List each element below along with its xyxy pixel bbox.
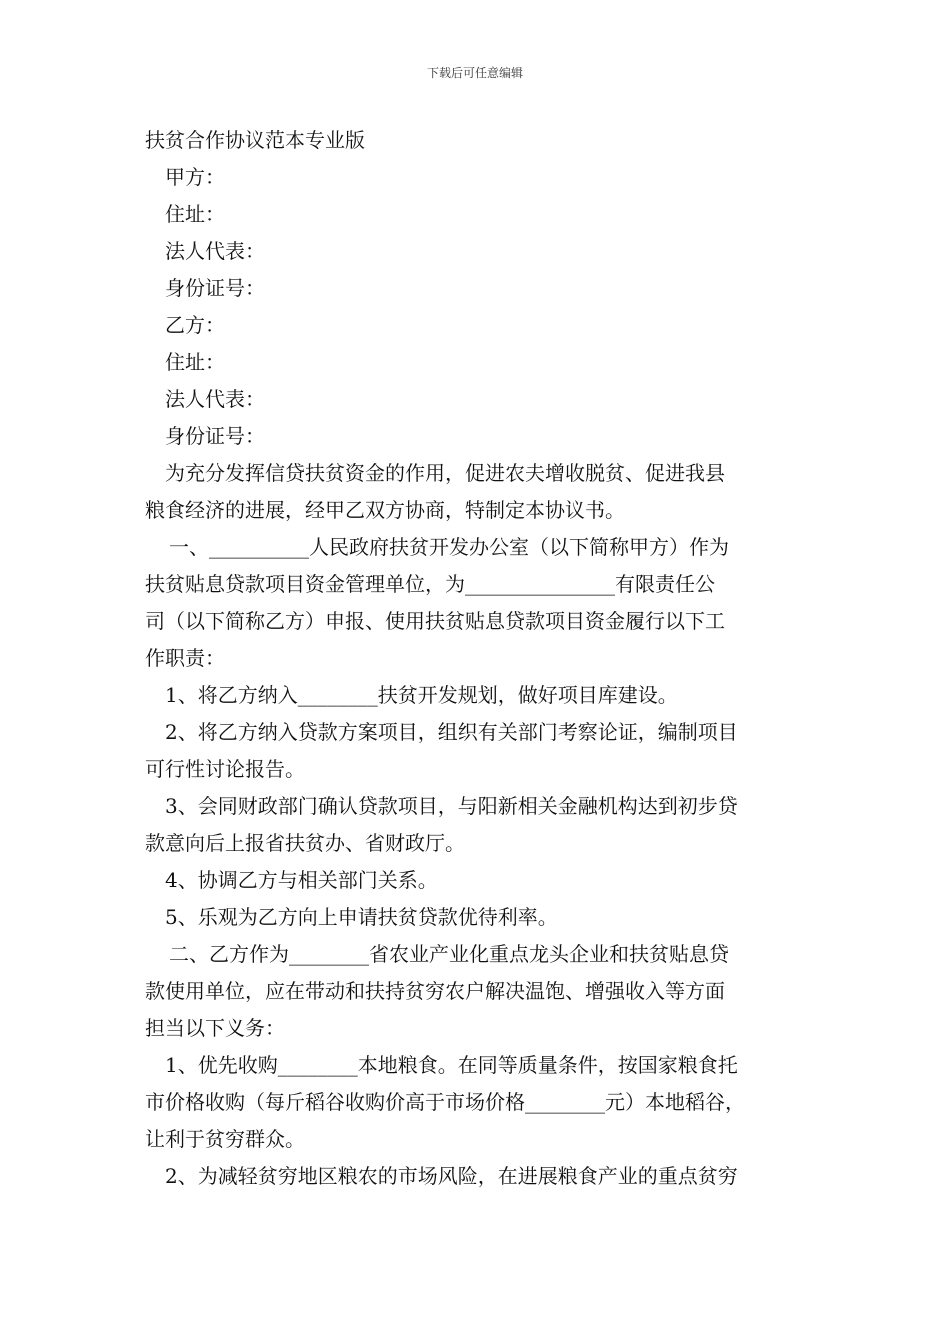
text-line: 身份证号： xyxy=(165,424,265,448)
text-line: 甲方： xyxy=(165,165,225,189)
text-line: 1、将乙方纳入________扶贫开发规划，做好项目库建设。 xyxy=(165,683,678,707)
text-line: 4、协调乙方与相关部门关系。 xyxy=(165,868,438,892)
text-line: 乙方： xyxy=(165,313,225,337)
text-line: 住址： xyxy=(165,202,225,226)
document-title: 扶贫合作协议范本专业版 xyxy=(145,128,365,152)
text-line: 1、优先收购________本地粮食。在同等质量条件，按国家粮食托 xyxy=(165,1053,738,1077)
text-line: 法人代表： xyxy=(165,387,265,411)
text-line: 款意向后上报省扶贫办、省财政厅。 xyxy=(145,831,465,855)
text-line: 一、__________人民政府扶贫开发办公室（以下简称甲方）作为 xyxy=(169,535,729,559)
text-line: 作职责： xyxy=(145,646,225,670)
text-line: 可行性讨论报告。 xyxy=(145,757,305,781)
text-line: 市价格收购（每斤稻谷收购价高于市场价格________元）本地稻谷， xyxy=(145,1090,745,1114)
text-line: 2、将乙方纳入贷款方案项目，组织有关部门考察论证，编制项目 xyxy=(165,720,738,744)
text-line: 5、乐观为乙方向上申请扶贫贷款优待利率。 xyxy=(165,905,558,929)
text-line: 司（以下简称乙方）申报、使用扶贫贴息贷款项目资金履行以下工 xyxy=(145,609,725,633)
text-line: 让利于贫穷群众。 xyxy=(145,1127,305,1151)
text-line: 3、会同财政部门确认贷款项目，与阳新相关金融机构达到初步贷 xyxy=(165,794,738,818)
text-line: 扶贫贴息贷款项目资金管理单位，为_______________有限责任公 xyxy=(145,572,715,596)
document-body xyxy=(145,122,805,1195)
text-line: 粮食经济的进展，经甲乙双方协商，特制定本协议书。 xyxy=(145,498,625,522)
text-line: 款使用单位，应在带动和扶持贫穷农户解决温饱、增强收入等方面 xyxy=(145,979,725,1003)
text-line: 法人代表： xyxy=(165,239,265,263)
text-line: 身份证号： xyxy=(165,276,265,300)
page-header: 下载后可任意编辑 xyxy=(426,66,523,80)
text-line: 住址： xyxy=(165,350,225,374)
text-line: 担当以下义务： xyxy=(145,1016,285,1040)
text-line: 2、为减轻贫穷地区粮农的市场风险，在进展粮食产业的重点贫穷 xyxy=(165,1164,738,1188)
text-line: 二、乙方作为________省农业产业化重点龙头企业和扶贫贴息贷 xyxy=(169,942,729,966)
text-line: 为充分发挥信贷扶贫资金的作用，促进农夫增收脱贫、促进我县 xyxy=(165,461,725,485)
